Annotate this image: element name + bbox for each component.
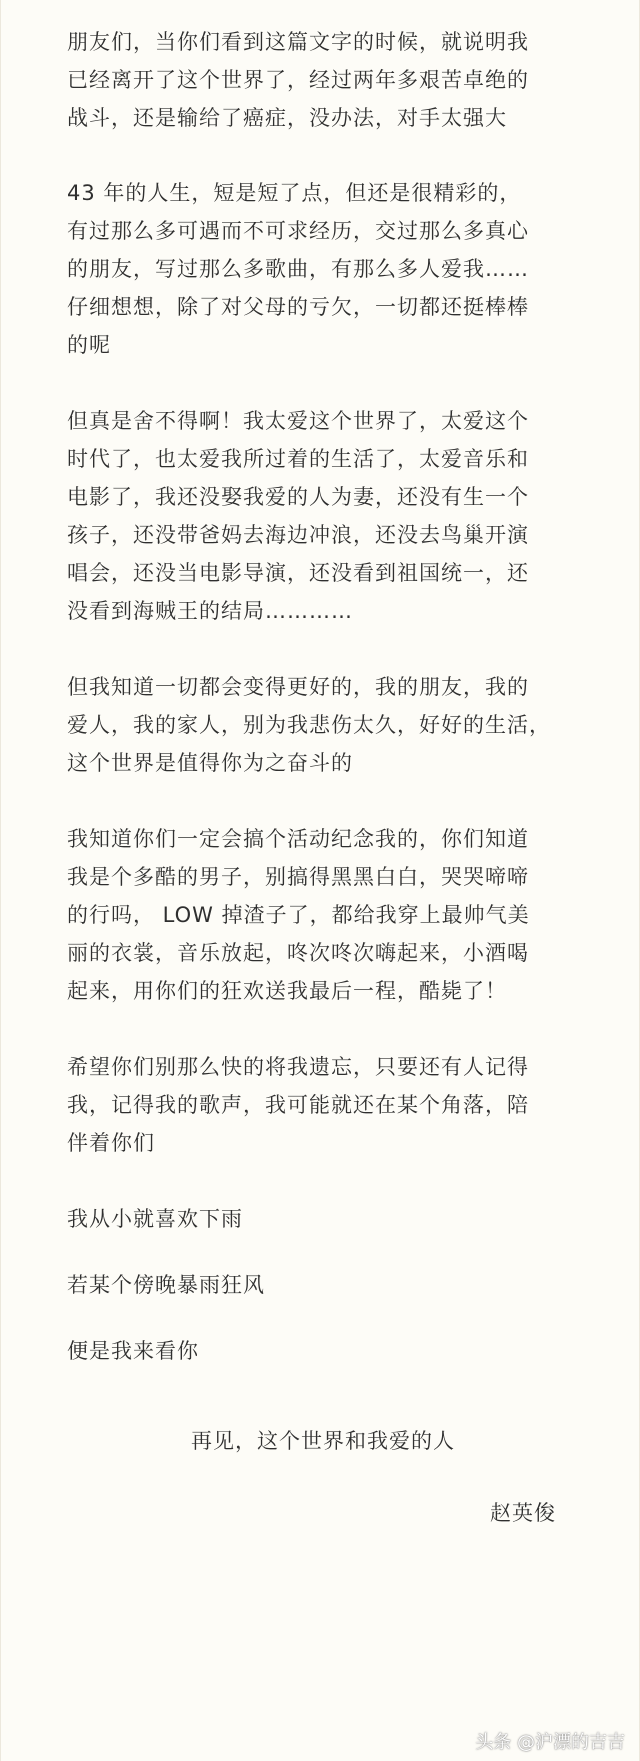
text-line: 的朋友，写过那么多歌曲，有那么多人爱我…… [67,257,529,281]
closing-line: 再见，这个世界和我爱的人 [191,1429,455,1453]
text-line: 希望你们别那么快的将我遗忘，只要还有人记得 [67,1055,529,1079]
text-line: 我是个多酷的男子，别搞得黑黑白白，哭哭啼啼 [67,865,529,889]
text-line: 43 年的人生，短是短了点，但还是很精彩的， [67,181,522,205]
text-line: 我从小就喜欢下雨 [67,1207,243,1231]
text-line: 时代了，也太爱我所过着的生活了，太爱音乐和 [67,447,529,471]
text-line: 有过那么多可遇而不可求经历，交过那么多真心 [67,219,529,243]
text-line: 电影了，我还没娶我爱的人为妻，还没有生一个 [67,485,529,509]
text-line: 伴着你们 [67,1131,155,1155]
text-line: 已经离开了这个世界了，经过两年多艰苦卓绝的 [67,68,529,92]
text-line: 若某个傍晚暴雨狂风 [67,1273,265,1297]
text-line: 但真是舍不得啊！我太爱这个世界了，太爱这个 [67,409,529,433]
watermark-label: 头条 @沪漂的吉吉 [475,1732,625,1753]
text-line: 的行吗， LOW 掉渣子了，都给我穿上最帅气美 [67,903,530,927]
text-line: 朋友们，当你们看到这篇文字的时候，就说明我 [67,30,529,54]
text-line: 的呢 [67,333,111,357]
text-line: 但我知道一切都会变得更好的，我的朋友，我的 [67,675,529,699]
text-line: 我知道你们一定会搞个活动纪念我的，你们知道 [67,827,529,851]
text-line: 爱人，我的家人，别为我悲伤太久，好好的生活， [67,713,551,737]
text-line: 战斗，还是输给了癌症，没办法，对手太强大 [67,106,507,130]
text-line: 仔细想想，除了对父母的亏欠，一切都还挺棒棒 [67,295,529,319]
text-line: 这个世界是值得你为之奋斗的 [67,751,353,775]
text-line: 唱会，还没当电影导演，还没看到祖国统一，还 [67,561,529,585]
text-line: 丽的衣裳，音乐放起，咚次咚次嗨起来，小酒喝 [67,941,529,965]
text-line: 我，记得我的歌声，我可能就还在某个角落，陪 [67,1093,529,1117]
text-line: 起来，用你们的狂欢送我最后一程，酷毙了！ [67,979,507,1003]
text-line: 孩子，还没带爸妈去海边冲浪，还没去鸟巢开演 [67,523,529,547]
text-line: 便是我来看你 [67,1339,199,1363]
text-line: 没看到海贼王的结局………… [67,599,353,623]
signature: 赵英俊 [490,1501,556,1525]
